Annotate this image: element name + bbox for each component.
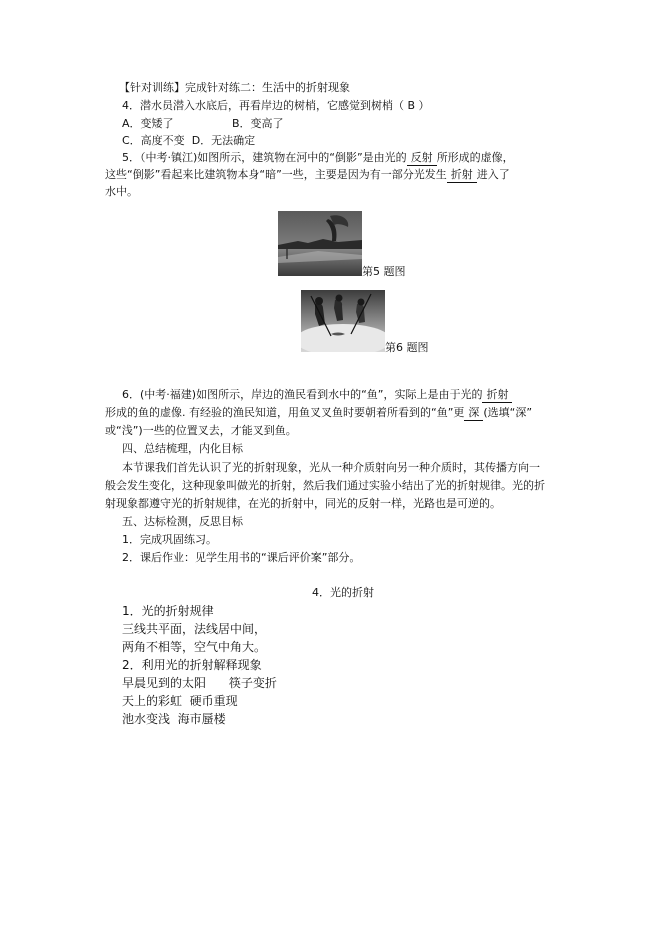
q5-line1-pre: 5．（中考·镇江)如图所示，建筑物在河中的“倒影”是由光的: [122, 151, 407, 164]
figure-6-image: [301, 290, 385, 352]
summary-heading: 四、总结梳理，内化目标: [122, 442, 243, 455]
q5-line2: [105, 167, 510, 183]
q4-option-a: A．变矮了: [122, 117, 174, 130]
figure-5-caption: 第5 题图: [362, 265, 406, 278]
q6-line2: [105, 405, 532, 421]
board-example-row-1: [122, 674, 277, 692]
board-law-2: 两角不相等，空气中角大。: [122, 640, 267, 654]
board-law-1: 三线共平面，法线居中间，: [122, 622, 267, 636]
summary-line-1: 本节课我们首先认识了光的折射现象，光从一种介质射向另一种介质时，其传播方向一: [122, 461, 540, 474]
figure-5-image: [278, 211, 362, 276]
figure-5-photo: [278, 211, 362, 276]
q5-line1: [122, 150, 514, 166]
summary-line-3: 射现象都遵守光的折射规律，在光的折射中，同光的反射一样，光路也是可逆的。: [105, 497, 501, 510]
figure-6-photo: [301, 290, 385, 352]
assessment-item-1: 1．完成巩固练习。: [122, 533, 217, 546]
board-example-1b: 筷子变折: [228, 676, 277, 690]
board-example-3a: 池水变浅: [122, 712, 171, 726]
board-example-row-3: [122, 710, 226, 728]
q6-line1-pre: 6．(中考·福建)如图所示，岸边的渔民看到水中的“鱼”，实际上是由于光的: [122, 388, 483, 401]
q5-answer-1: 反射: [407, 151, 437, 166]
board-item-1: 1．光的折射规律: [122, 604, 214, 618]
summary-line-2: 般会发生变化，这种现象叫做光的折射，然后我们通过实验小结出了光的折射规律。光的折: [105, 479, 545, 492]
q4-option-d: D．无法确定: [191, 134, 256, 147]
q5-line1-post: 所形成的虚像，: [436, 151, 514, 164]
q4-options-cd: [122, 133, 255, 149]
q6-line2-pre: 形成的鱼的虚像. 有经验的渔民知道，用鱼叉叉鱼时要朝着所看到的“鱼”更: [105, 406, 465, 419]
q6-answer-2: 深: [464, 406, 483, 421]
board-example-1a: 早晨见到的太阳: [122, 676, 207, 690]
assessment-heading: 五、达标检测，反思目标: [122, 515, 243, 528]
q5-line3: 水中。: [105, 185, 138, 198]
q4-option-b: B．变高了: [232, 117, 284, 130]
board-example-2b: 硬币重现: [189, 694, 238, 708]
q6-line3: 或“浅”)一些的位置叉去，才能叉到鱼。: [105, 424, 297, 437]
training-heading: 【针对训练】完成针对练二：生活中的折射现象: [119, 81, 350, 94]
assessment-item-2: 2．课后作业：见学生用书的“课后评价案”部分。: [122, 551, 361, 564]
q4-stem: 4．潜水员潜入水底后，再看岸边的树梢，它感觉到树梢（ B ）: [122, 99, 430, 112]
figure-6-caption: 第6 题图: [385, 341, 429, 354]
q6-line2-post: (选填“深”: [483, 406, 533, 419]
board-item-2: 2．利用光的折射解释现象: [122, 658, 262, 672]
q6-line1: [122, 387, 512, 403]
board-example-3b: 海市蜃楼: [177, 712, 226, 726]
q5-answer-2: 折射: [447, 168, 477, 183]
q5-line2-pre: 这些“倒影”看起来比建筑物本身“暗”一些，主要是因为有一部分光发生: [105, 168, 447, 181]
board-example-2a: 天上的彩虹: [122, 694, 183, 708]
q4-option-c: C．高度不变: [122, 134, 185, 147]
q6-answer-1: 折射: [482, 388, 512, 403]
board-title: 4．光的折射: [312, 586, 374, 599]
q5-line2-post: 进入了: [476, 168, 510, 181]
board-example-row-2: [122, 692, 238, 710]
